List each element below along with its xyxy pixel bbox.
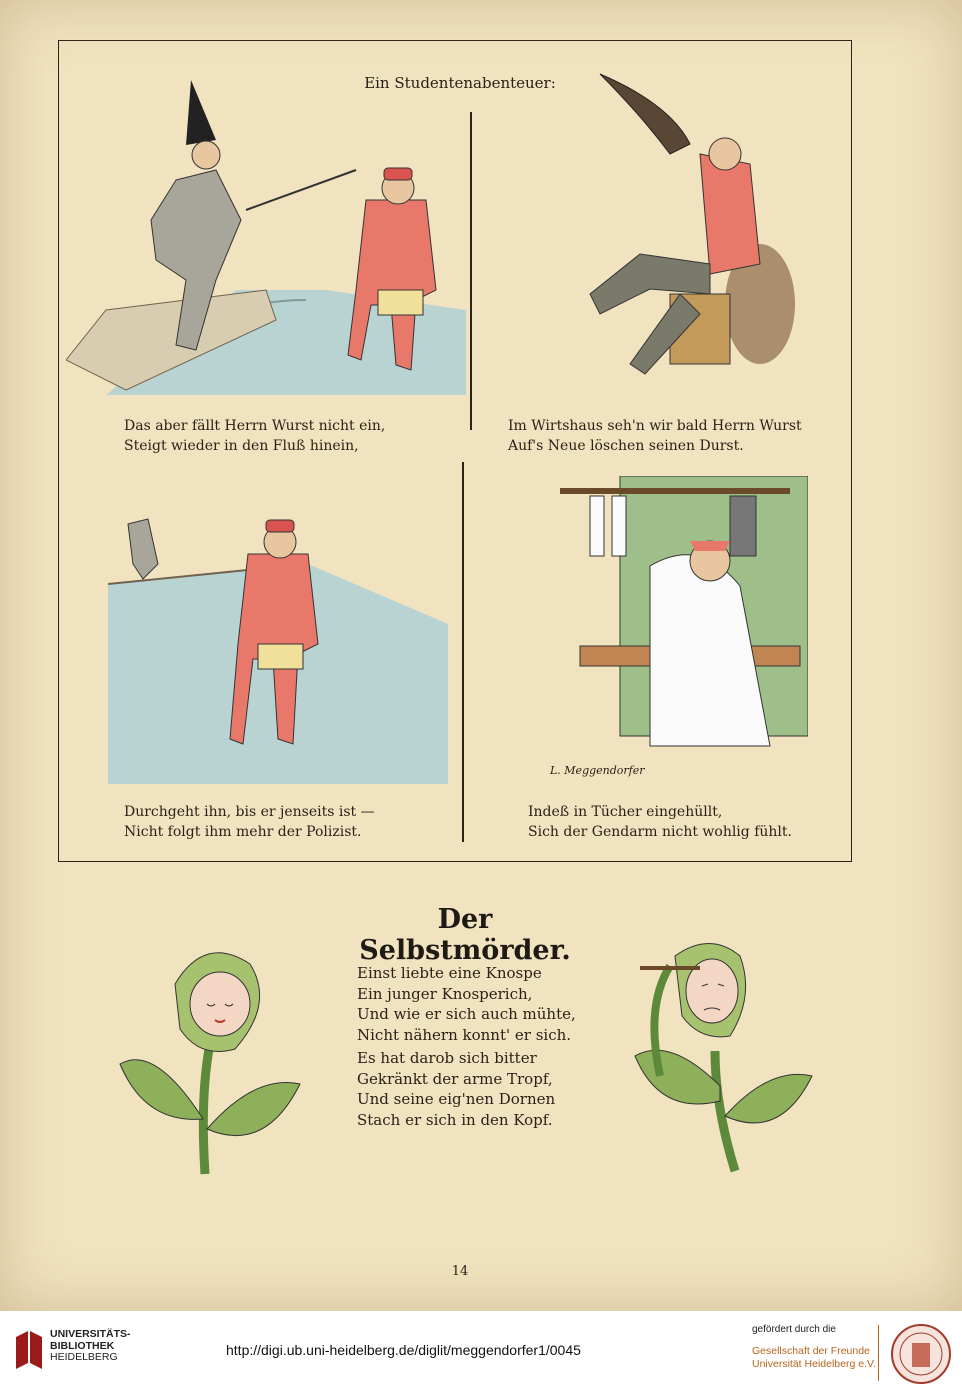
right-rosebud-illustration xyxy=(620,926,815,1176)
university-seal-icon[interactable] xyxy=(890,1323,952,1385)
page-number: 14 xyxy=(451,1264,469,1279)
panel-divider-top xyxy=(470,112,472,430)
poem-stanza-2: Es hat darob sich bitter Gekränkt der arme Tropf, Und seine eig'nen Dornen Stach er sich in den Kopf. xyxy=(357,1049,556,1129)
poem-title: Der Selbstmörder. xyxy=(359,904,571,966)
sponsor-label: gefördert durch die xyxy=(752,1324,836,1335)
panel-2-illustration xyxy=(560,64,840,394)
library-name: UNIVERSITÄTS- BIBLIOTHEK HEIDELBERG xyxy=(50,1328,131,1363)
permalink-url[interactable]: http://digi.ub.uni-heidelberg.de/diglit/meggendorfer1/0045 xyxy=(226,1342,581,1358)
panel-1-illustration xyxy=(66,60,466,400)
comic-heading: Ein Studentenabenteuer: xyxy=(364,74,556,92)
artist-signature: L. Meggendorfer xyxy=(550,764,645,777)
panel-3-illustration xyxy=(108,484,448,784)
library-logo-icon[interactable] xyxy=(14,1329,44,1371)
panel-2-caption: Im Wirtshaus seh'n wir bald Herrn Wurst Auf's Neue löschen seinen Durst. xyxy=(508,418,802,454)
poem-stanza-1: Einst liebte eine Knospe Ein junger Knosperich, Und wie er sich auch mühte, Nicht nähern konnt' er sich. xyxy=(357,964,576,1044)
left-rosebud-illustration xyxy=(115,924,305,1184)
viewer-footer xyxy=(0,1311,962,1391)
panel-4-illustration xyxy=(540,476,808,786)
sponsor-divider xyxy=(878,1325,879,1381)
panel-1-caption: Das aber fällt Herrn Wurst nicht ein, Steigt wieder in den Fluß hinein, xyxy=(124,418,386,454)
panel-divider-bottom xyxy=(462,462,464,842)
panel-4-caption: Indeß in Tücher eingehüllt, Sich der Gendarm nicht wohlig fühlt. xyxy=(528,804,792,840)
panel-3-caption: Durchgeht ihn, bis er jenseits ist — Nicht folgt ihm mehr der Polizist. xyxy=(124,804,375,840)
sponsor-name[interactable]: Gesellschaft der Freunde Universität Heidelberg e.V. xyxy=(752,1345,876,1370)
